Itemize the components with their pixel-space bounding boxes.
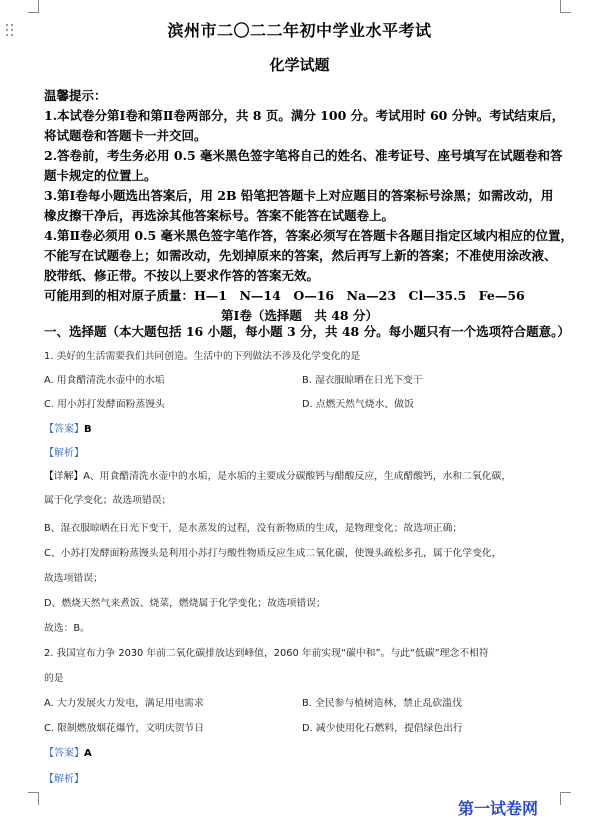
notice-line: 胶带纸、修正带。不按以上要求作答的答案无效。	[44, 268, 320, 283]
answer-label: 【答案】	[44, 424, 84, 435]
q1-detail-line: 【详解】A、用食醋清洗水壶中的水垢，是水垢的主要成分碳酸钙与醋酸反应，生成醋酸钙，水和二氧化碳，	[44, 471, 512, 482]
notice-heading: 温馨提示：	[44, 88, 107, 103]
section-instruction: 一、选择题（本大题包括 16 小题，每小题 3 分，共 48 分。每小题只有一个选项符合题意。）	[44, 324, 570, 339]
q2-option-d: D. 减少使用化石燃料，提倡绿色出行	[302, 723, 463, 734]
notice-line: 橡皮擦干净后，再选涂其他答案标号。答案不能答在试题卷上。	[44, 208, 395, 223]
notice-line: 不能写在试题卷上；如需改动，先划掉原来的答案，然后再写上新的答案；不准使用涂改液、	[44, 248, 557, 263]
q2-answer	[44, 744, 92, 759]
crop-mark-bottom-left	[28, 792, 39, 805]
q1-option-d: D. 点燃天然气烧水、做饭	[302, 399, 414, 410]
crop-mark-top-left	[28, 0, 39, 13]
exam-title: 滨州市二〇二二年初中学业水平考试	[167, 21, 432, 40]
question-2-stem: 2. 我国宣布力争 2030 年前二氧化碳排放达到峰值，2060 年前实现“碳中和”。与此“低碳”理念不相符	[44, 648, 489, 659]
detail-label: 【详解】	[44, 471, 84, 482]
q2-analysis-label: 【解析】	[44, 774, 84, 785]
watermark-logo: 第一试卷网	[458, 799, 539, 818]
answer-value: B	[84, 424, 92, 435]
q1-conclusion: 故选：B。	[44, 623, 90, 634]
q2-option-b: B. 全民参与植树造林，禁止乱砍滥伐	[302, 698, 462, 709]
notice-line: 1.本试卷分第Ⅰ卷和第Ⅱ卷两部分，共 8 页。满分 100 分。考试用时 60 分钟。考试结束后，	[44, 108, 565, 123]
notice-line: 题卡规定的位置上。	[44, 168, 157, 183]
atomic-mass-line: 可能用到的相对原子质量：H—1 N—14 O—16 Na—23 Cl—35.5 Fe—56	[44, 288, 525, 303]
q1-option-c: C. 用小苏打发酵面粉蒸馒头	[44, 399, 165, 410]
section-heading: 第Ⅰ卷（选择题 共 48 分）	[221, 308, 378, 323]
q1-detail-line: 属于化学变化；故选项错误；	[44, 495, 172, 506]
exam-subtitle: 化学试题	[269, 56, 330, 74]
notice-line: 4.第Ⅱ卷必须用 0.5 毫米黑色签字笔作答，答案必须写在答题卡各题目指定区域内相应的位置，	[44, 228, 574, 243]
q1-detail-line: D、燃烧天然气来煮饭、烧菜，燃烧属于化学变化；故选项错误；	[44, 598, 326, 609]
q1-option-b: B. 湿衣服晾晒在日光下变干	[302, 375, 423, 386]
question-2-stem: 的是	[44, 673, 64, 684]
q1-detail-line: 故选项错误；	[44, 573, 103, 584]
q1-detail-line: C、小苏打发酵面粉蒸馒头是利用小苏打与酸性物质反应生成二氧化碳，使馒头疏松多孔，属于化学变化，	[44, 548, 502, 559]
q1-detail-line: B、湿衣服晾晒在日光下变干，是水蒸发的过程，没有新物质的生成，是物理变化；故选项正确；	[44, 523, 463, 534]
crop-mark-top-right	[560, 0, 571, 13]
answer-value: A	[84, 748, 92, 759]
q1-answer	[44, 420, 92, 435]
notice-line: 将试题卷和答题卡一并交回。	[44, 128, 207, 143]
q2-option-a: A. 大力发展火力发电，满足用电需求	[44, 698, 204, 709]
q2-option-c: C. 限制燃放烟花爆竹，文明庆贺节日	[44, 723, 205, 734]
q1-option-a: A. 用食醋清洗水壶中的水垢	[44, 375, 165, 386]
notice-line: 2.答卷前，考生务必用 0.5 毫米黑色签字笔将自己的姓名、准考证号、座号填写在试题卷和答	[44, 148, 563, 163]
q1-analysis-label: 【解析】	[44, 448, 84, 459]
question-1-stem: 1. 美好的生活需要我们共同创造。生活中的下列做法不涉及化学变化的是	[44, 351, 361, 362]
notice-line: 3.第Ⅰ卷每小题选出答案后，用 2B 铅笔把答题卡上对应题目的答案标号涂黑；如需改动，用	[44, 188, 554, 203]
answer-label: 【答案】	[44, 748, 84, 759]
crop-mark-bottom-right	[560, 792, 571, 805]
